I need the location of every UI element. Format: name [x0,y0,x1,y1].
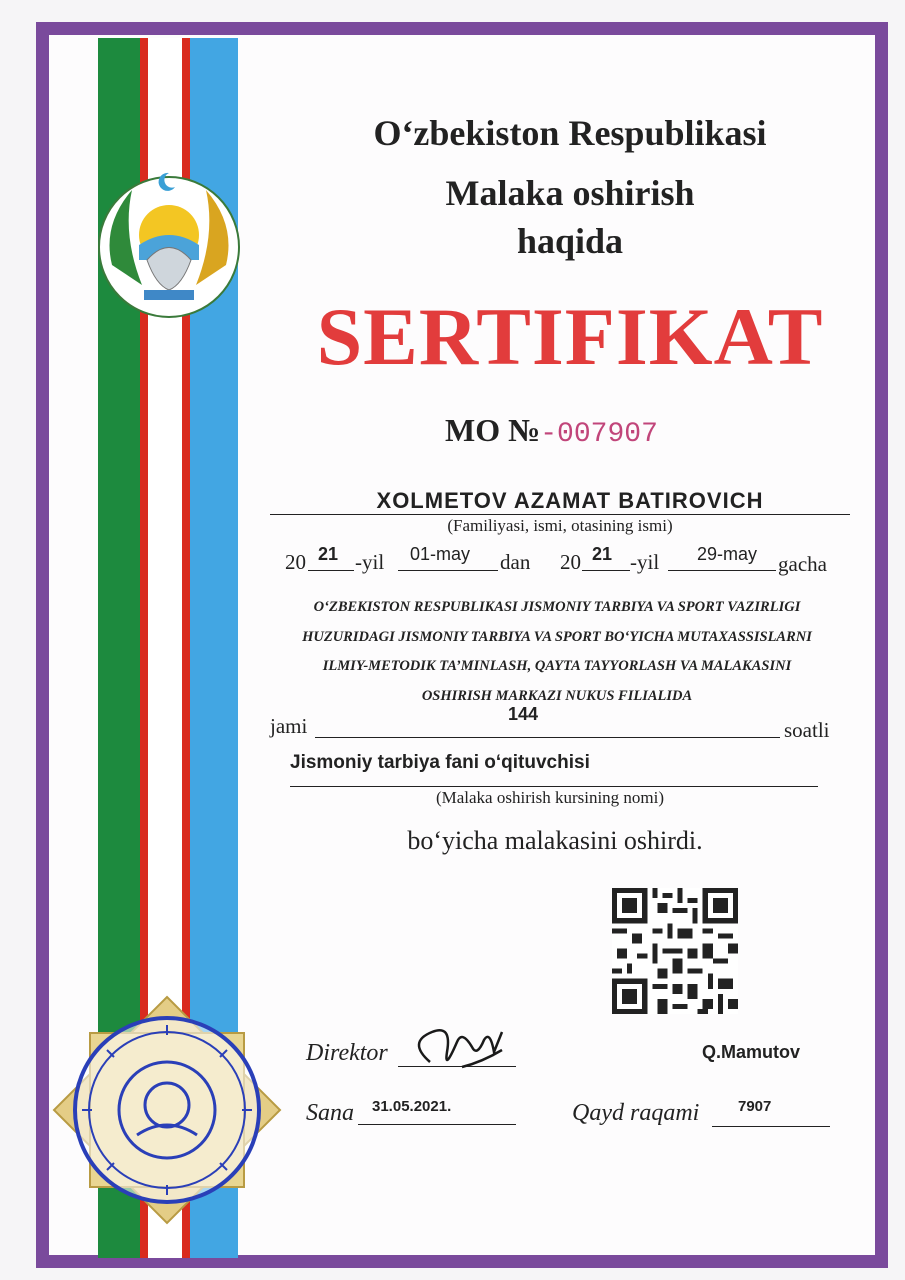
hours-value: 144 [508,704,539,724]
hours-underline [315,737,780,738]
signature-icon [402,1012,522,1082]
to-date: 29-may [697,544,758,564]
registration-label: Qayd raqami [572,1100,700,1126]
org-line-1: O‘ZBEKISTON RESPUBLIKASI JISMONIY TARBIYA VA SPORT VAZIRLIGI [313,599,801,615]
course-name: Jismoniy tarbiya fani o‘qituvchisi [290,752,590,773]
name-underline [270,514,850,515]
director-name: Q.Mamutov [702,1042,801,1062]
to-date-underline [668,570,776,571]
from-century: 20 [285,550,306,574]
certificate-number [445,412,658,450]
org-line-3: ILMIY-METODIK TA’MINLASH, QAYTA TAYYORLASH VA MALAKASINI [322,658,792,674]
date-underline [358,1124,516,1125]
soatli-label: soatli [784,718,830,742]
recipient-name: XOLMETOV AZAMAT BATIROVICH [376,488,764,513]
result-text: bo‘yicha malakasini oshirdi. [407,826,703,855]
from-date: 01-may [410,544,471,564]
from-date-underline [398,570,498,571]
header-line-1: O‘zbekiston Respublikasi [373,113,767,153]
organization-text [262,593,852,711]
gacha-label: gacha [778,552,827,576]
org-line-4: OSHIRISH MARKAZI NUKUS FILIALIDA [421,687,693,704]
course-caption: (Malaka oshirish kursining nomi) [435,788,665,807]
certificate-title: SERTIFIKAT [316,291,824,382]
date-value: 31.05.2021. [372,1098,452,1115]
registration-value: 7907 [738,1098,772,1115]
uzbekistan-coat-of-arms-icon [92,165,246,320]
yil-label-2: -yil [630,550,660,574]
number-prefix: MO № [445,412,541,448]
from-year: 21 [318,544,339,564]
header-line-3: haqida [516,221,624,261]
jami-label: jami [270,714,308,738]
name-caption: (Familiyasi, ismi, otasining ismi) [447,516,673,535]
number-value: -007907 [540,419,658,450]
official-stamp-icon [52,995,282,1225]
to-year: 21 [592,544,613,564]
to-year-underline [582,570,630,571]
org-line-2: HUZURIDAGI JISMONIY TARBIYA VA SPORT BO‘YICHA MUTAXASSISLARNI [302,628,812,645]
director-label: Direktor [306,1040,388,1066]
qr-code-icon [612,888,738,1014]
date-label: Sana [306,1100,354,1126]
registration-underline [712,1126,830,1127]
yil-label-1: -yil [355,550,385,574]
to-century: 20 [560,550,581,574]
from-year-underline [308,570,354,571]
header-line-2: Malaka oshirish [445,173,695,213]
dan-label: dan [500,550,531,574]
course-underline [290,786,818,787]
